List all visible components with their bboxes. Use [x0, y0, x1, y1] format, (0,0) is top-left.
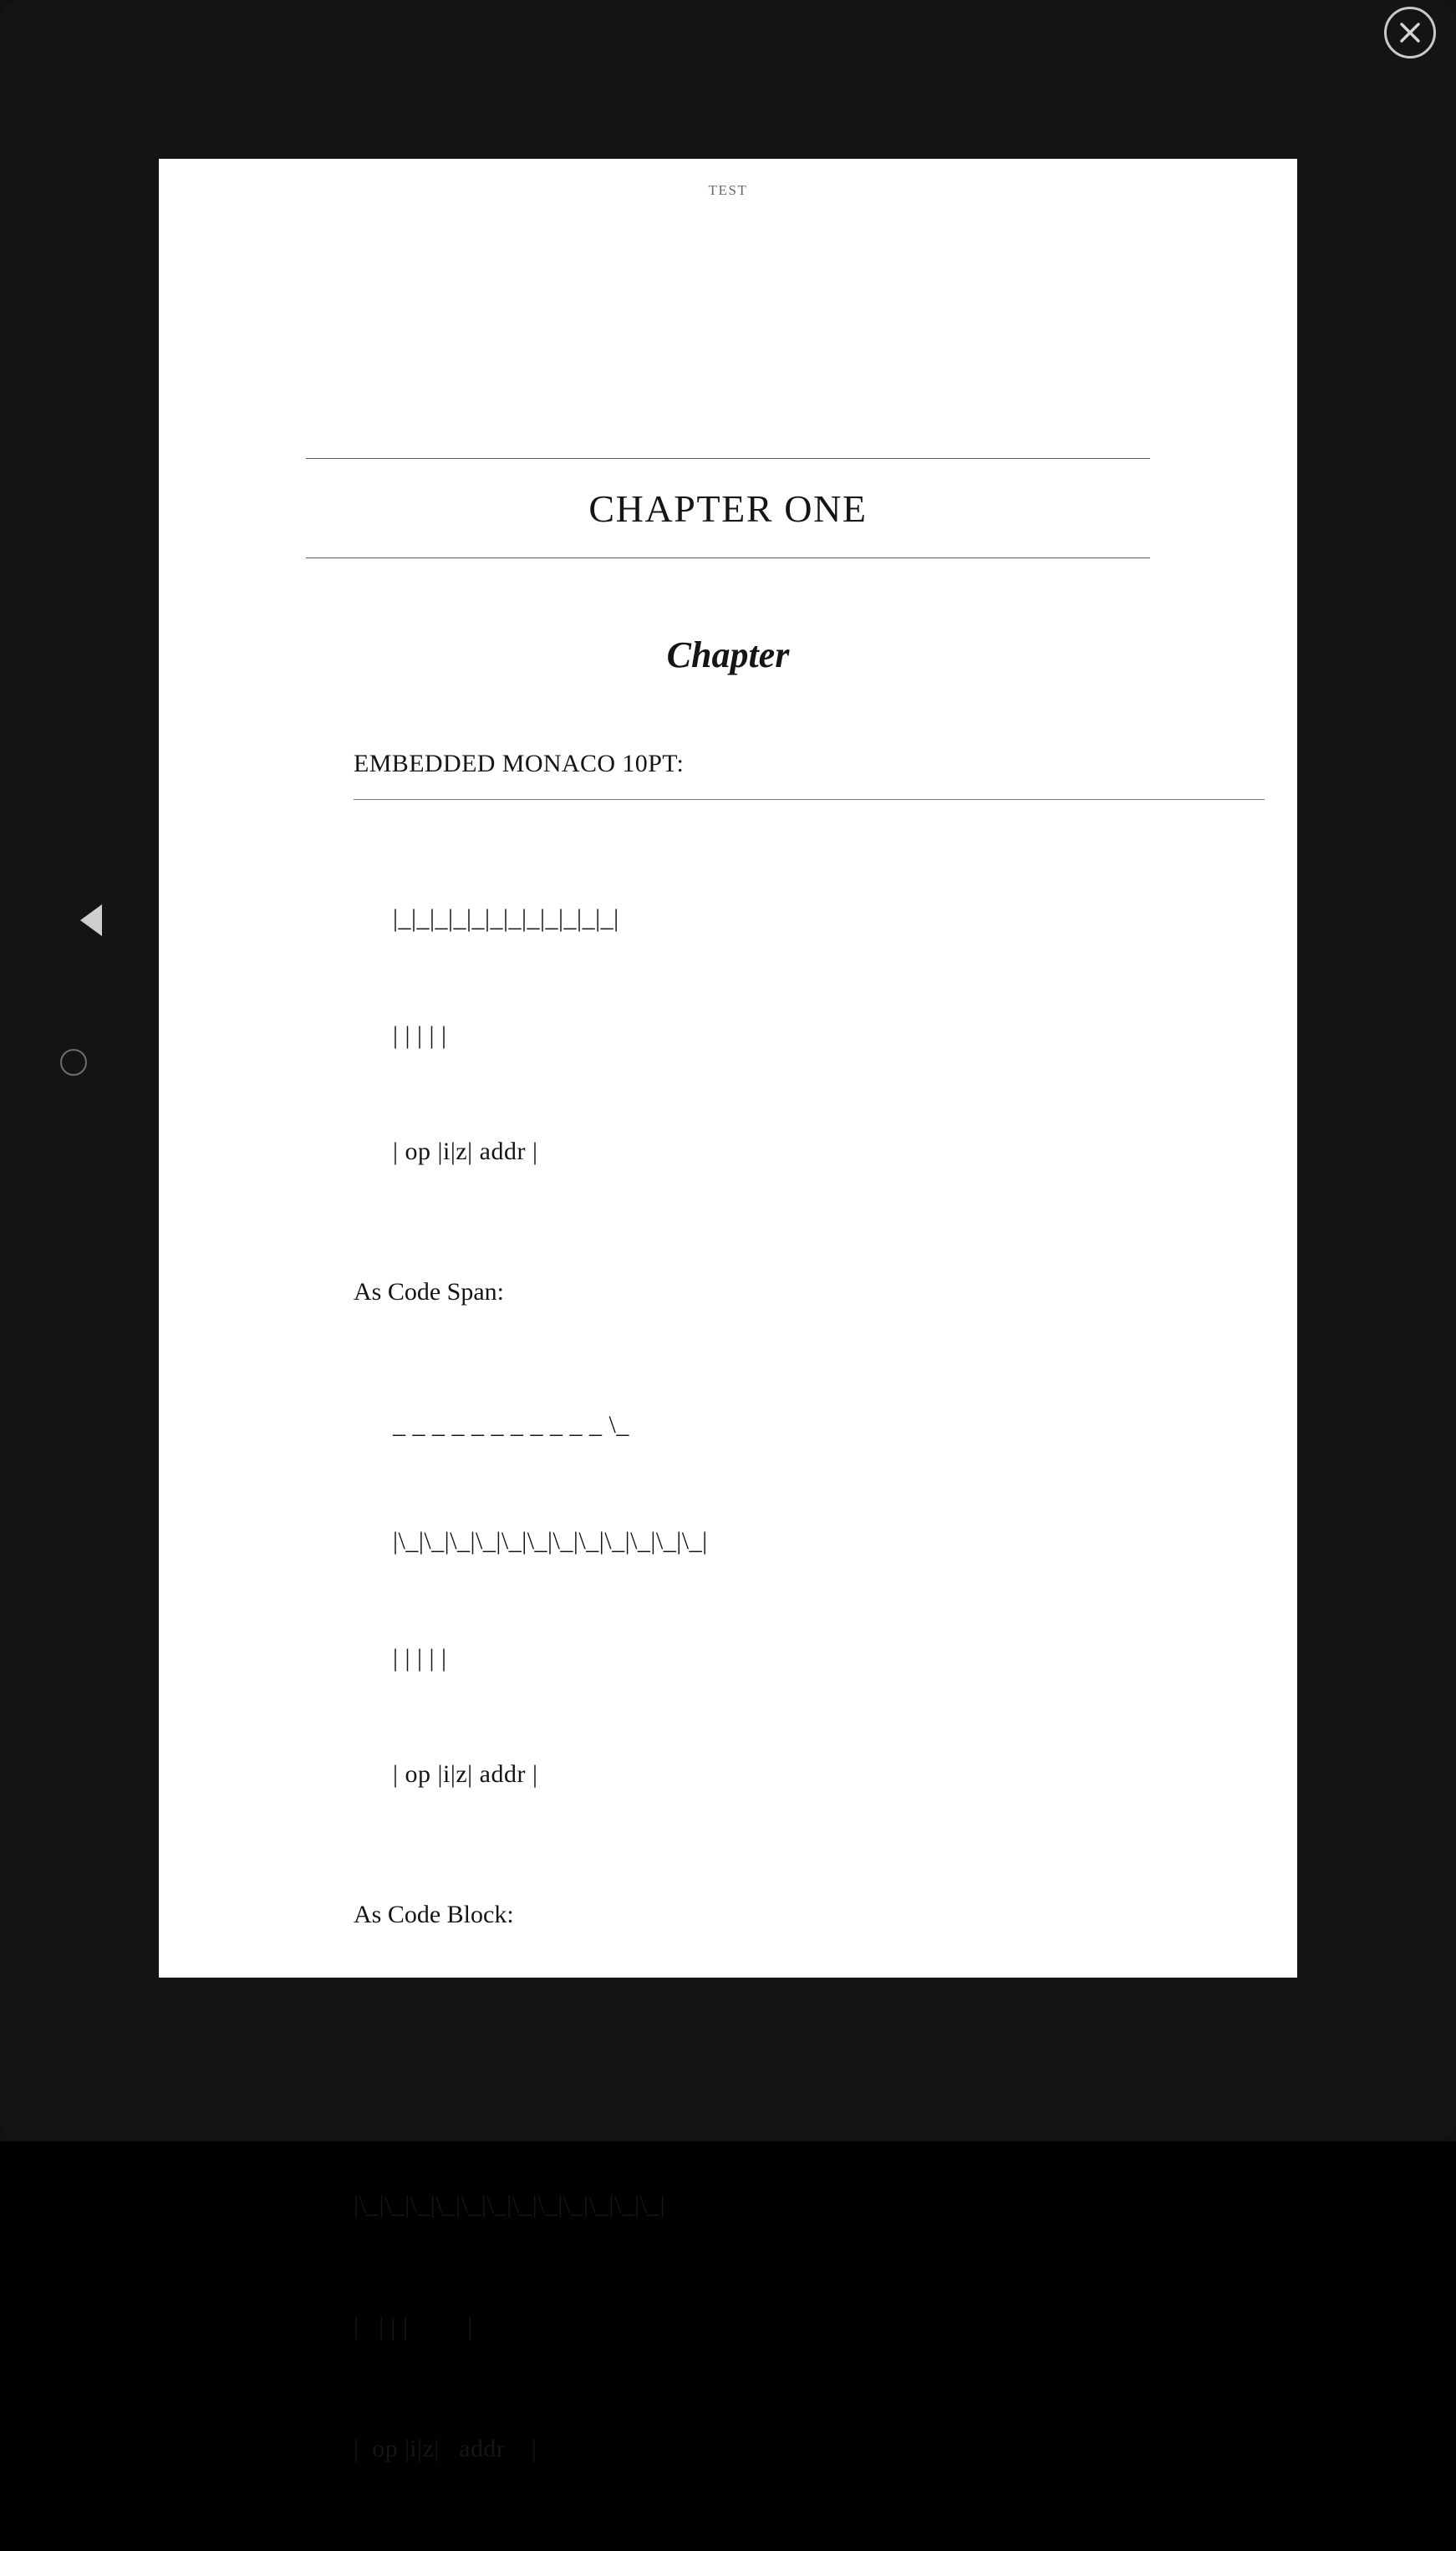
page-indicator[interactable] — [60, 1049, 87, 1076]
code-line: _ _ _ _ _ _ _ _ _ _ _ _ — [354, 2069, 588, 2097]
document-page — [159, 159, 1297, 2463]
mono-line: | op |i|z| addr | — [393, 1138, 538, 1165]
code-block-sample — [354, 1983, 1247, 2551]
left-triangle-glyph — [77, 903, 105, 938]
mono-line: | | | | | — [393, 1643, 447, 1672]
mono-line: | op |i|z| addr | — [393, 1760, 538, 1788]
page-body — [159, 750, 1297, 2551]
code-line: |\_|\_|\_|\_|\_|\_|\_|\_|\_|\_|\_|\_| — [354, 2191, 665, 2219]
running-head: TEST — [708, 182, 748, 198]
mono-line: |\_|\_|\_|\_|\_|\_|\_|\_|\_|\_|\_|\_| — [393, 1527, 708, 1555]
section-rule — [354, 799, 1265, 800]
embedded-mono-sample — [393, 822, 1247, 1250]
close-icon[interactable] — [1384, 7, 1436, 59]
chapter-rule-top — [306, 458, 1150, 459]
code-span-sample — [393, 1328, 1247, 1872]
section-heading: EMBEDDED MONACO 10PT: — [354, 750, 685, 777]
code-line: | | | | | — [354, 2313, 473, 2341]
chapter-number: CHAPTER ONE — [588, 487, 868, 530]
close-glyph — [1396, 18, 1424, 47]
code-block-label: As Code Block: — [354, 1900, 514, 1928]
code-line: | op |i|z| addr | — [354, 2435, 537, 2463]
mono-line: | | | | | — [393, 1021, 447, 1049]
code-span-label: As Code Span: — [354, 1277, 504, 1306]
chapter-title: Chapter — [666, 634, 790, 675]
mono-line: _ _ _ _ _ _ _ _ _ _ _ \_ — [393, 1410, 629, 1438]
chapter-heading-block — [159, 458, 1297, 676]
mono-line: |_|_|_|_|_|_|_|_|_|_|_|_| — [393, 904, 619, 932]
previous-page-icon[interactable] — [77, 903, 105, 938]
